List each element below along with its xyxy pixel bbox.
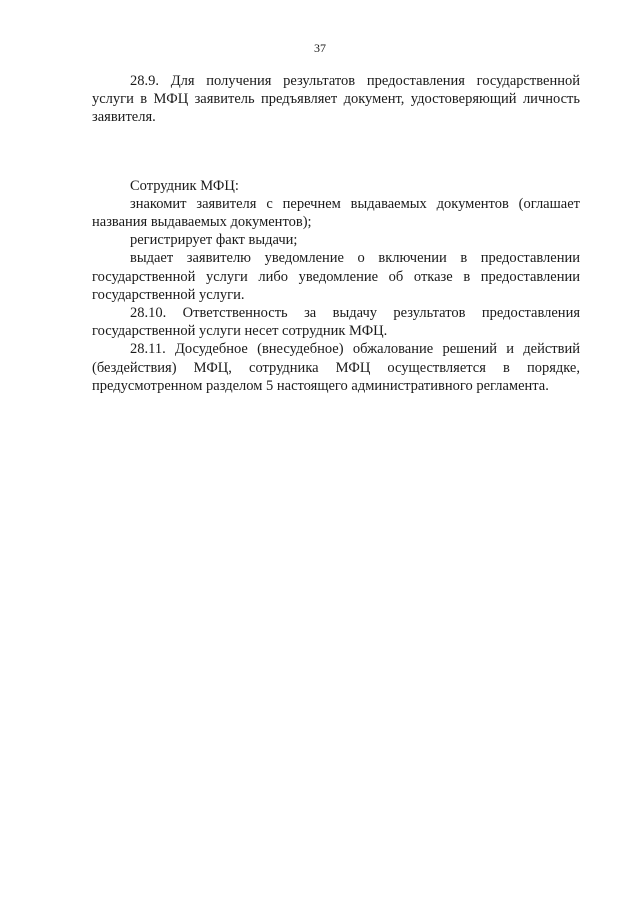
paragraph-28-9: 28.9. Для получения результатов предоставления государственной услуги в МФЦ заявитель предъявляет документ, удостоверяющий личность заявителя. [92,73,580,126]
paragraph-28-11: 28.11. Досудебное (внесудебное) обжалование решений и действий (бездействия) МФЦ, сотрудника МФЦ осуществляется в порядке, предусмотренном разделом 5 настоящего административного регламента. [92,341,580,394]
paragraph-28-10: 28.10. Ответственность за выдачу результатов предоставления государственной услуги несет сотрудник МФЦ. [92,305,580,340]
page-number: 37 [314,41,326,55]
paragraph-issues-notice: выдает заявителю уведомление о включении в предоставлении государственной услуги либо уведомление об отказе в предоставлении государственной услуги. [92,250,580,303]
document-body [92,72,580,395]
paragraph-employee-heading: Сотрудник МФЦ: [130,177,239,194]
paragraph-introduces-documents: знакомит заявителя с перечнем выдаваемых документов (оглашает названия выдаваемых документов); [92,195,580,231]
paragraph-registers-issuance: регистрирует факт выдачи; [130,232,298,249]
